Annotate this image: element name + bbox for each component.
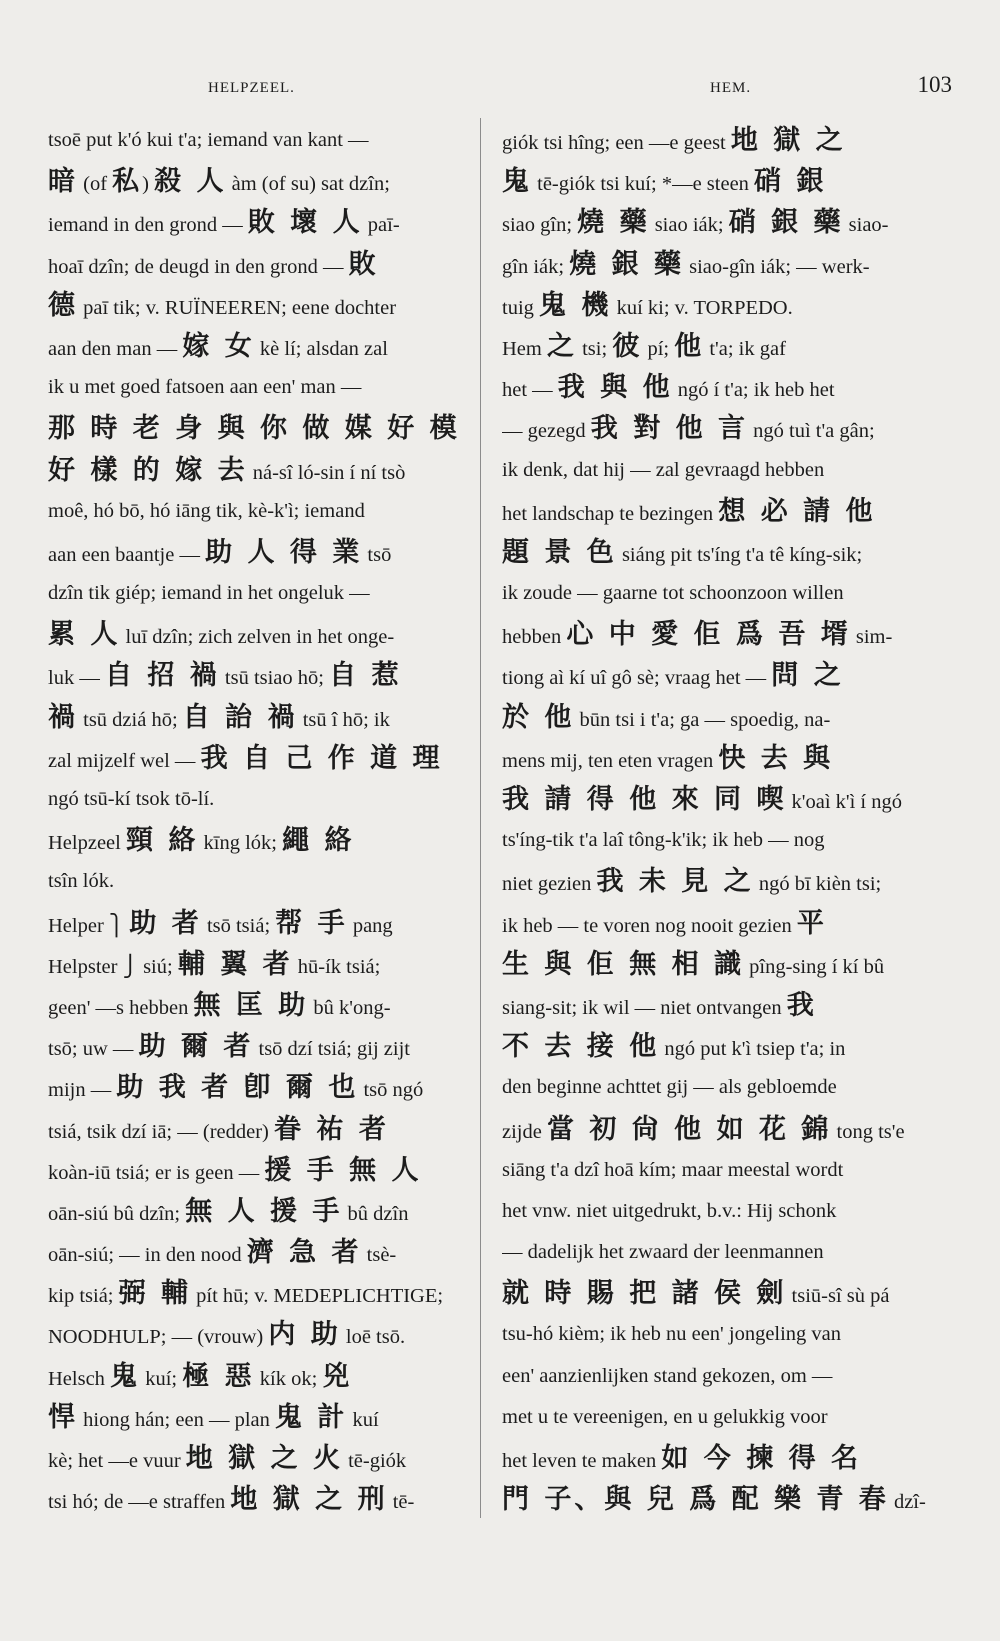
left-column-line: aan een baantje — 助 人 得 業 tsō — [48, 536, 392, 568]
right-column-line: 不 去 接 他 ngó put k'ì tsiep t'a; in — [502, 1031, 846, 1063]
right-column-line: niet gezien 我 未 見 之 ngó bī kièn tsi; — [502, 866, 882, 898]
left-column-line: ngó tsū-kí tsok tō-lí. — [48, 788, 215, 810]
left-column-line: geen' —s hebben 無 匡 助 bû k'ong- — [48, 989, 391, 1021]
right-column-line: siang-sit; ik wil — niet ontvangen 我 — [502, 989, 817, 1021]
left-column-line: oān-siú bû dzîn; 無 人 援 手 bû dzîn — [48, 1195, 409, 1227]
right-column-line: zijde 當 初 尙 他 如 花 錦 tong ts'e — [502, 1113, 905, 1145]
right-column-line: den beginne achttet gij — als gebloemde — [502, 1076, 837, 1099]
left-column-line: kip tsiá; 弼 輔 pít hū; v. MEDEPLICHTIGE; — [48, 1278, 444, 1310]
left-column-line: oān-siú; — in den nood 濟 急 者 tsè- — [48, 1237, 397, 1269]
left-column-line: aan den man — 嫁 女 kè lí; alsdan zal — [48, 330, 388, 362]
right-column-line: 題 景 色 siáng pit ts'íng t'a tê kíng-sik; — [502, 536, 863, 568]
running-head-center: HEM. — [710, 80, 752, 96]
left-column-line: iemand in den grond — 敗 壞 人 paī- — [48, 207, 400, 239]
left-column-line: ik u met goed fatsoen aan een' man — — [48, 376, 362, 399]
left-column-line: dzîn tik giép; iemand in het ongeluk — — [48, 582, 370, 605]
right-column-line: siāng t'a dzî hoā kím; maar meestal wordt — [502, 1158, 844, 1181]
right-column-line: 門 子、與 兒 爲 配 樂 青 春 dzî- — [502, 1484, 926, 1516]
left-column-line: 那 時 老 身 與 你 做 媒 好 模 — [48, 413, 460, 445]
right-column — [502, 120, 927, 1520]
right-column-line: ik heb — te voren nog nooit gezien 平 — [502, 907, 827, 939]
right-column-line: Hem 之 tsi; 彼 pí; 他 t'a; ik gaf — [502, 330, 786, 362]
right-column-line: ik denk, dat hij — zal gevraagd hebben — [502, 458, 825, 481]
right-column-line: tsu-hó kièm; ik heb nu een' jongeling van — [502, 1323, 842, 1346]
right-column-line: — dadelijk het zwaard der leenmannen — [502, 1241, 824, 1264]
right-column-line: 生 與 佢 無 相 識 pîng-sing í kí bû — [502, 948, 885, 980]
right-column-line: tuig 鬼 機 kuí ki; v. TORPEDO. — [502, 289, 793, 321]
running-head — [48, 72, 960, 104]
right-column-line: een' aanzienlijken stand gekozen, om — — [502, 1364, 833, 1387]
left-column-line: koàn-iū tsiá; er is geen — 援 手 無 人 — [48, 1154, 422, 1186]
right-column-line: 於 他 būn tsi i t'a; ga — spoedig, na- — [502, 701, 831, 733]
left-column-line: Helsch 鬼 kuí; 極 惡 kík ok; 兇 — [48, 1360, 353, 1392]
right-column-line: gîn iák; 燒 銀 藥 siao-gîn iák; — werk- — [502, 248, 870, 280]
left-column-line: 暗 (of 私) 殺 人 àm (of su) sat dzîn; — [48, 166, 390, 198]
left-column-line: Helpster ⎭ siú; 輔 翼 者 hū-ík tsiá; — [48, 948, 381, 980]
left-column-line: tsi hó; de —e straffen 地 獄 之 刑 tē- — [48, 1484, 415, 1516]
right-column-line: 我 請 得 他 來 同 喫 k'oaì k'ì í ngó — [502, 784, 902, 815]
right-column-line: het — 我 與 他 ngó í t'a; ik heb het — [502, 372, 835, 404]
left-column-line: Helpzeel 頸 絡 kīng lók; 繩 絡 — [48, 825, 355, 857]
right-column-line: mens mij, ten eten vragen 快 去 與 — [502, 742, 834, 774]
left-column-line: luk — 自 招 禍 tsū tsiao hō; 自 惹 — [48, 660, 402, 692]
left-column-line: moê, hó bō, hó iāng tik, kè-k'ì; iemand — [48, 499, 365, 522]
left-column-line: NOODHULP; — (vrouw) 内 助 loē tsō. — [48, 1319, 406, 1351]
left-column-line: zal mijzelf wel — 我 自 己 作 道 理 — [48, 742, 443, 774]
right-column-line: ts'íng-tik t'a laî tông-k'ik; ik heb — nog — [502, 829, 825, 852]
right-column-line: siao gîn; 燒 藥 siao iák; 硝 銀 藥 siao- — [502, 207, 889, 239]
column-divider — [480, 118, 481, 1518]
left-column-line: tsoē put k'ó kui t'a; iemand van kant — — [48, 129, 369, 151]
left-column-line: 好 樣 的 嫁 去 ná-sî ló-sin í ní tsò — [48, 454, 406, 486]
left-column-line: kè; het —e vuur 地 獄 之 火 tē-giók — [48, 1443, 407, 1474]
running-head-left: HELPZEEL. — [208, 80, 295, 96]
left-column-line: Helper ⎫ 助 者 tsō tsiá; 帮 手 pang — [48, 907, 393, 939]
page-number: 103 — [917, 72, 952, 97]
left-column-line: tsîn lók. — [48, 870, 115, 893]
right-column-line: — gezegd 我 對 他 言 ngó tuì t'a gân; — [502, 413, 875, 445]
right-column-line: 就 時 賜 把 諸 侯 劍 tsiū-sî sù pá — [502, 1278, 890, 1310]
right-column-line: giók tsi hîng; een —e geest 地 獄 之 — [502, 125, 846, 156]
right-column-line: 鬼 tē-giók tsi kuí; *—e steen 硝 銀 — [502, 166, 827, 198]
right-column-line: ik zoude — gaarne tot schoonzoon willen — [502, 582, 844, 605]
left-column-line: tsō; uw — 助 爾 者 tsō dzí tsiá; gij zijt — [48, 1031, 410, 1063]
left-column-line: 德 paī tik; v. RUÏNEEREN; eene dochter — [48, 289, 397, 321]
right-column-line: hebben 心 中 愛 佢 爲 吾 壻 sim- — [502, 619, 893, 651]
right-column-line: het vnw. niet uitgedrukt, b.v.: Hij schonk — [502, 1199, 837, 1222]
left-column-line: 累 人 luī dzîn; zich zelven in het onge- — [48, 619, 395, 651]
left-column-line: 悍 hiong hán; een — plan 鬼 計 kuí — [48, 1401, 379, 1433]
right-column-line: het landschap te bezingen 想 必 請 他 — [502, 495, 876, 527]
left-column-line: tsiá, tsik dzí iā; — (redder) 眷 祐 者 — [48, 1113, 389, 1145]
right-column-line: met u te vereenigen, en u gelukkig voor — [502, 1405, 828, 1428]
left-column — [48, 120, 473, 1520]
right-column-line: tiong aì kí uî gô sè; vraag het — 問 之 — [502, 660, 844, 692]
left-column-line: mijn — 助 我 者 卽 爾 也 tsō ngó — [48, 1072, 424, 1104]
right-column-line: het leven te maken 如 今 揀 得 名 — [502, 1443, 861, 1474]
left-column-line: 禍 tsū dziá hō; 自 詒 禍 tsū î hō; ik — [48, 701, 390, 733]
left-column-line: hoaī dzîn; de deugd in den grond — 敗 — [48, 248, 379, 280]
